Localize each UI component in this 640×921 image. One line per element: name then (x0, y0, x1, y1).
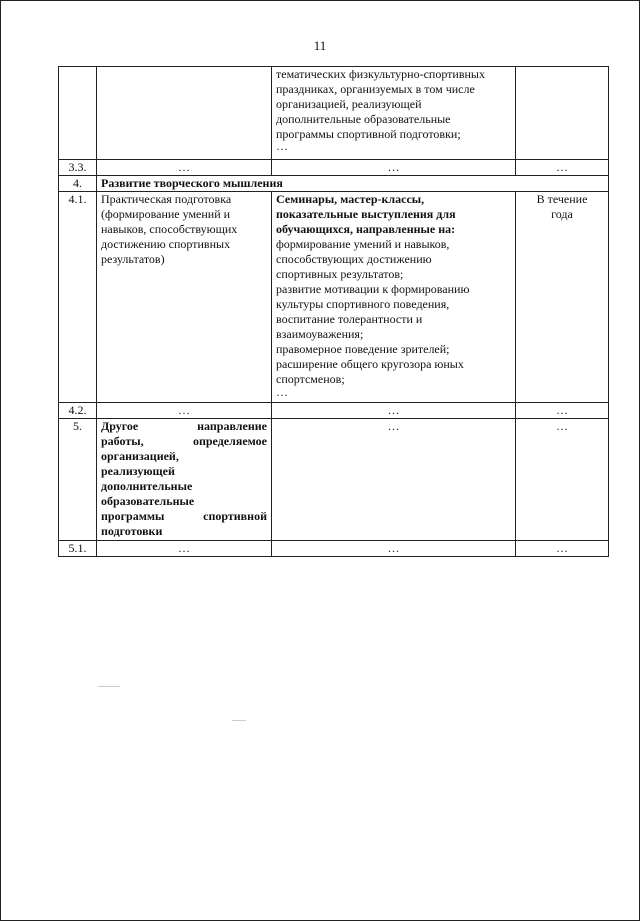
activity-line: результатов) (101, 252, 165, 266)
content-line: правомерное поведение зрителей; (276, 342, 450, 356)
activity-cell: … (97, 541, 272, 557)
row-number (59, 67, 97, 160)
content-line: организацией, реализующей (276, 97, 422, 111)
activity-cell: … (97, 403, 272, 419)
content-line: формирование умений и навыков, (276, 237, 450, 251)
deadline-cell: … (516, 403, 609, 419)
section-title: Развитие творческого мышления (97, 176, 609, 192)
content-cell: … (272, 541, 516, 557)
activity-cell (97, 419, 272, 541)
content-line: … (276, 385, 288, 399)
content-line: развитие мотивации к формированию (276, 282, 470, 296)
content-cell: … (272, 419, 516, 541)
table-row (59, 419, 609, 541)
content-heading-line: показательные выступления для (276, 207, 456, 221)
scan-artifact (232, 720, 246, 721)
scan-artifact (98, 686, 120, 687)
deadline-cell: … (516, 541, 609, 557)
content-line: праздниках, организуемых в том числе (276, 82, 475, 96)
activity-cell (97, 192, 272, 403)
activity-line: образовательные (101, 494, 195, 508)
table-row (59, 403, 609, 419)
row-number: 5.1. (59, 541, 97, 557)
activity-cell (97, 67, 272, 160)
deadline-cell (516, 67, 609, 160)
content-line: тематических физкультурно-спортивных (276, 67, 485, 81)
activity-line: (формирование умений и (101, 207, 231, 221)
deadline-cell: … (516, 419, 609, 541)
content-heading-line: обучающихся, направленные на: (276, 222, 456, 236)
activity-line: Другое направление (101, 419, 267, 433)
row-number: 5. (59, 419, 97, 541)
activity-line: Практическая подготовка (101, 192, 232, 206)
content-line: программы спортивной подготовки; (276, 127, 461, 141)
content-cell: … (272, 160, 516, 176)
page-number: 11 (313, 38, 327, 53)
activity-line: навыков, способствующих (101, 222, 238, 236)
table-row (59, 541, 609, 557)
table-row (59, 176, 609, 192)
row-number: 3.3. (59, 160, 97, 176)
content-line: взаимоуважения; (276, 327, 364, 341)
content-line: способствующих достижению (276, 252, 432, 266)
content-line: спортсменов; (276, 372, 345, 386)
content-line: расширение общего кругозора юных (276, 357, 464, 371)
content-line: дополнительные образовательные (276, 112, 451, 126)
deadline-line: года (551, 207, 573, 221)
content-line: … (276, 139, 288, 153)
table-row (59, 192, 609, 403)
row-number: 4.1. (59, 192, 97, 403)
content-cell (272, 192, 516, 403)
table-row (59, 67, 609, 160)
content-line: спортивных результатов; (276, 267, 404, 281)
deadline-cell: … (516, 160, 609, 176)
deadline-cell (516, 192, 609, 403)
content-cell: … (272, 403, 516, 419)
activity-line: работы, определяемое (101, 434, 267, 448)
activity-line: дополнительные (101, 479, 193, 493)
activity-line: достижению спортивных (101, 237, 231, 251)
activity-line: подготовки (101, 524, 163, 538)
content-cell (272, 67, 516, 160)
content-line: культуры спортивного поведения, (276, 297, 450, 311)
activity-line: организацией, (101, 449, 179, 463)
table-row (59, 160, 609, 176)
plan-table (58, 66, 609, 557)
row-number: 4. (59, 176, 97, 192)
deadline-line: В течение (536, 192, 588, 206)
activity-line: программы спортивной (101, 509, 267, 523)
row-number: 4.2. (59, 403, 97, 419)
activity-line: реализующей (101, 464, 175, 478)
content-line: воспитание толерантности и (276, 312, 423, 326)
activity-cell: … (97, 160, 272, 176)
content-heading-line: Семинары, мастер-классы, (276, 192, 425, 206)
